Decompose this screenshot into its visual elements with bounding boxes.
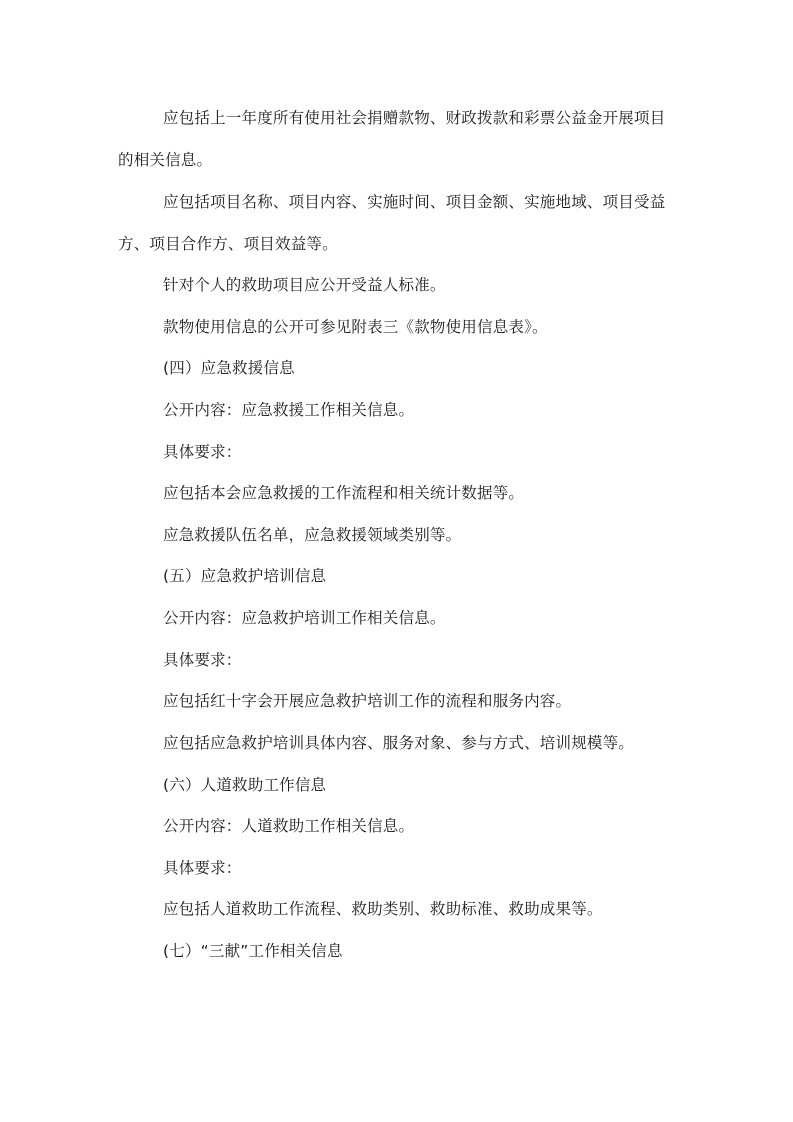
paragraph-3: 针对个人的救助项目应公开受益人标准。 <box>163 276 446 294</box>
paragraph-6: 具体要求： <box>163 443 242 461</box>
paragraph-14: 具体要求： <box>163 859 242 877</box>
paragraph-2-line-1: 应包括项目名称、项目内容、实施时间、项目金额、实施地域、项目受益 <box>163 193 666 211</box>
paragraph-8: 应急救援队伍名单，应急救援领域类别等。 <box>163 526 462 544</box>
paragraph-5: 公开内容：应急救援工作相关信息。 <box>163 401 415 419</box>
paragraph-10: 具体要求： <box>163 651 242 669</box>
paragraph-7: 应包括本会应急救援的工作流程和相关统计数据等。 <box>163 484 525 502</box>
paragraph-15: 应包括人道救助工作流程、救助类别、救助标准、救助成果等。 <box>163 900 603 918</box>
paragraph-1-line-1: 应包括上一年度所有使用社会捐赠款物、财政拨款和彩票公益金开展项目 <box>163 109 666 127</box>
paragraph-9: 公开内容：应急救护培训工作相关信息。 <box>163 609 446 627</box>
section-heading-4: (四）应急救援信息 <box>163 359 295 377</box>
paragraph-11: 应包括红十字会开展应急救护培训工作的流程和服务内容。 <box>163 692 572 710</box>
paragraph-2-line-2: 方、项目合作方、项目效益等。 <box>118 235 338 253</box>
section-heading-6: (六）人道救助工作信息 <box>163 776 327 794</box>
paragraph-13: 公开内容：人道救助工作相关信息。 <box>163 817 415 835</box>
paragraph-12: 应包括应急救护培训具体内容、服务对象、参与方式、培训规模等。 <box>163 734 635 752</box>
section-heading-5: (五）应急救护培训信息 <box>163 567 327 585</box>
paragraph-1-line-2: 的相关信息。 <box>118 151 213 169</box>
paragraph-4: 款物使用信息的公开可参见附表三《款物使用信息表》。 <box>163 318 548 336</box>
section-heading-7: (七）“三献”工作相关信息 <box>163 942 343 960</box>
